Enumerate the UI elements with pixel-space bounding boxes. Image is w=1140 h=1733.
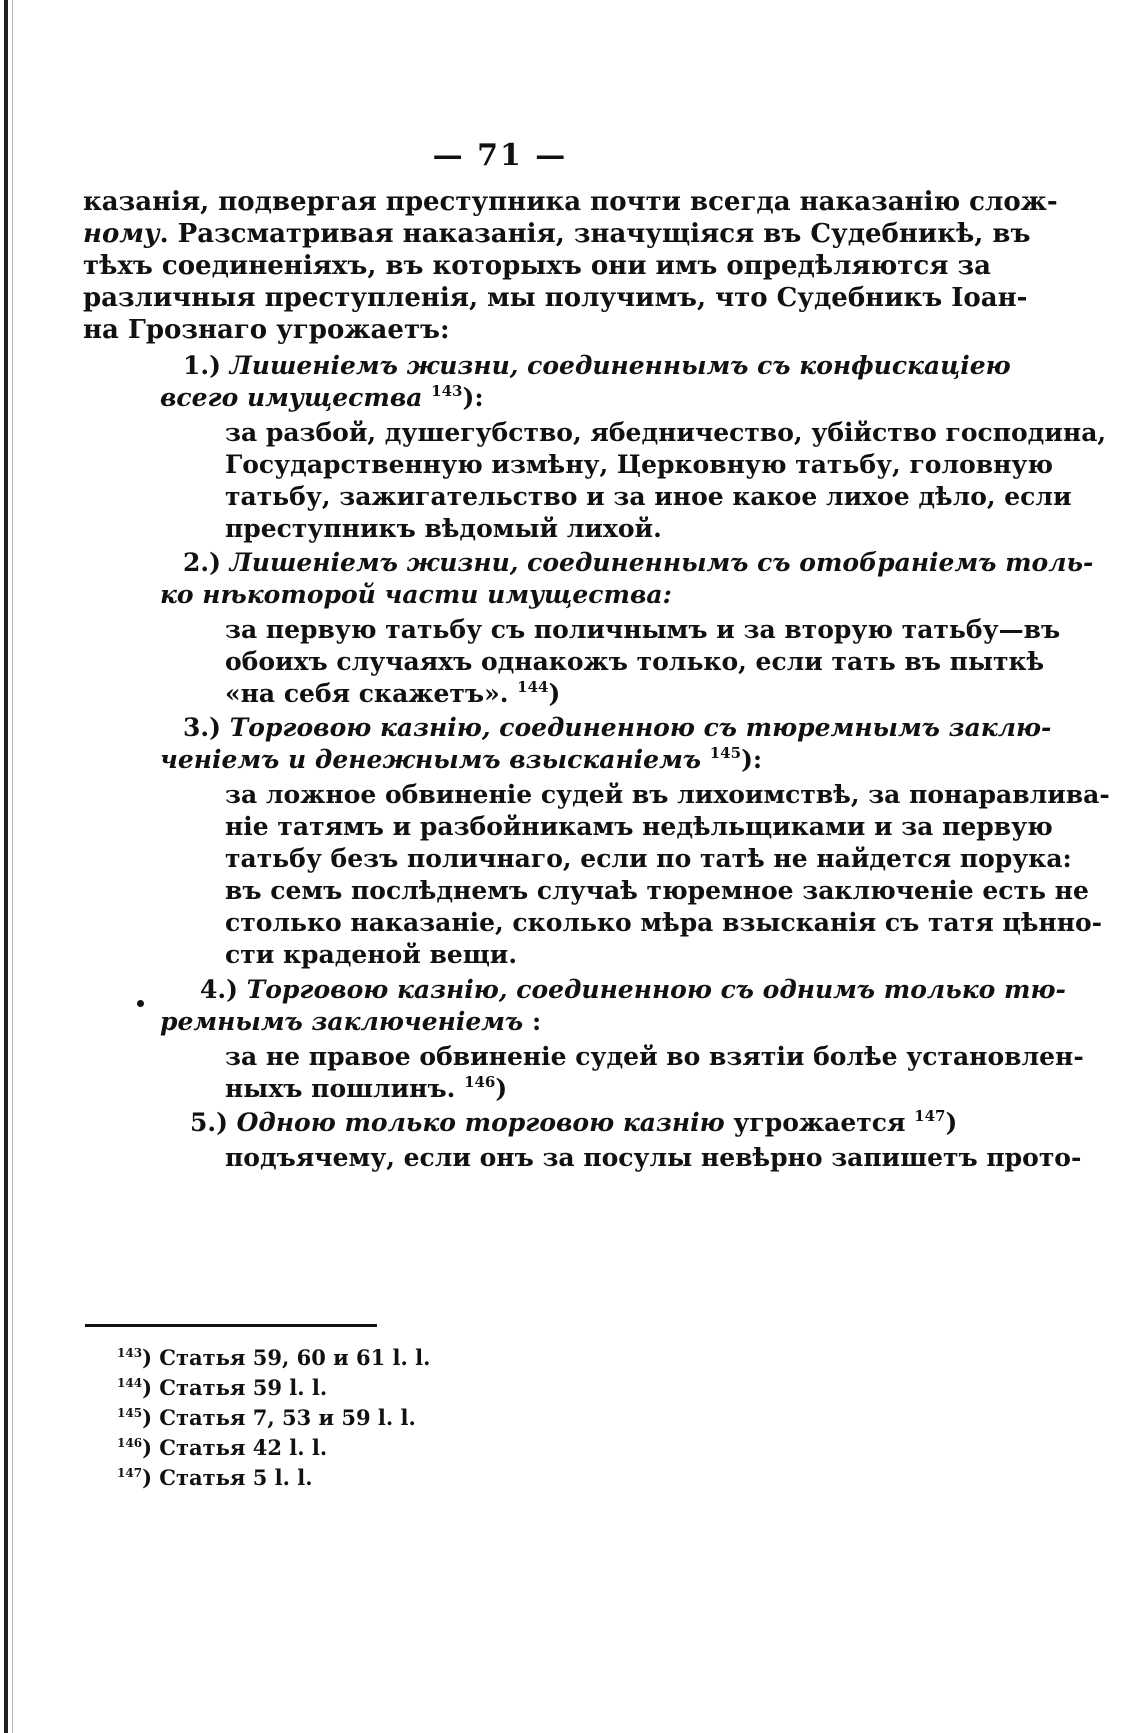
list-item-body-line: преступникъ вѣдомый лихой. [225,514,662,543]
list-item-heading: 5.) Одною только торговою казнію угрожается $^{147}$) [190,1107,958,1137]
list-item-heading: 1.) Лишеніемъ жизни, соединеннымъ съ конфискаціею [183,351,1011,380]
footnote: $^{147}$) Статья 5 l. l. [117,1465,313,1490]
list-item-body-line: за первую татьбу съ поличнымъ и за вторую татьбу—въ [225,615,1061,644]
page-spine-edge [4,0,8,1733]
text-line: тѣхъ соединеніяхъ, въ которыхъ они имъ опредѣляются за [83,251,991,281]
list-item-body-line: сти краденой вещи. [225,940,518,969]
list-item-body-line: за разбой, душегубство, ябедничество, убійство господина, [225,418,1107,447]
list-item-body-line: Государственную измѣну, Церковную татьбу, головную [225,450,1054,479]
page-number: — 71 — [432,138,568,173]
footnote: $^{144}$) Статья 59 l. l. [117,1375,328,1400]
list-item-heading: 4.) Торговою казнію, соединенною съ однимъ только тю- [200,975,1066,1004]
list-item-body-line: ныхъ пошлинъ. $^{146}$) [225,1073,508,1103]
list-item-body-line: за ложное обвиненіе судей въ лихоимствѣ, за понаравлива- [225,780,1110,809]
list-item-heading: ко нѣкоторой части имущества: [160,580,672,609]
footnote-separator [85,1324,377,1327]
list-item-heading: всего имущества $^{143}$): [160,382,484,412]
list-item-body-line: столько наказаніе, сколько мѣра взысканія съ татя цѣнно- [225,908,1103,937]
list-item-body-line: татьбу, зажигательство и за иное какое лихое дѣло, если [225,482,1072,511]
list-item-heading: 2.) Лишеніемъ жизни, соединеннымъ съ отобраніемъ толь- [183,548,1094,577]
list-item-heading: ченіемъ и денежнымъ взысканіемъ $^{145}$): [160,744,763,774]
list-item-body-line: «на себя скажетъ». $^{144}$) [225,678,561,708]
page-spine-shadow [12,0,13,1733]
list-item-body-line: ніе татямъ и разбойникамъ недѣльщиками и за первую [225,812,1053,841]
list-item-body-line: обоихъ случаяхъ однакожъ только, если тать въ пыткѣ [225,647,1045,676]
footnote: $^{146}$) Статья 42 l. l. [117,1435,328,1460]
ink-speck [137,1000,144,1007]
list-item-body-line: татьбу безъ поличнаго, если по татѣ не найдется порука: [225,844,1072,873]
footnote: $^{145}$) Статья 7, 53 и 59 l. l. [117,1405,416,1430]
footnote: $^{143}$) Статья 59, 60 и 61 l. l. [117,1345,431,1370]
list-item-body-line: въ семъ послѣднемъ случаѣ тюремное заключеніе есть не [225,876,1089,905]
list-item-heading: ремнымъ заключеніемъ : [160,1007,542,1036]
list-item-heading: 3.) Торговою казнію, соединенною съ тюремнымъ заклю- [183,713,1052,742]
list-item-body-line: за не правое обвиненіе судей во взятіи болѣе установлен- [225,1042,1084,1071]
text-line: различныя преступленія, мы получимъ, что Судебникъ Іоан- [83,283,1028,313]
text-line: казанія, подвергая преступника почти всегда наказанію слож- [83,187,1058,217]
text-line: на Грознаго угрожаетъ: [83,315,450,345]
text-line: ному. Разсматривая наказанія, значущіяся въ Судебникѣ, въ [83,219,1031,249]
list-item-body-line: подъячему, если онъ за посулы невѣрно запишетъ прото- [225,1143,1082,1172]
